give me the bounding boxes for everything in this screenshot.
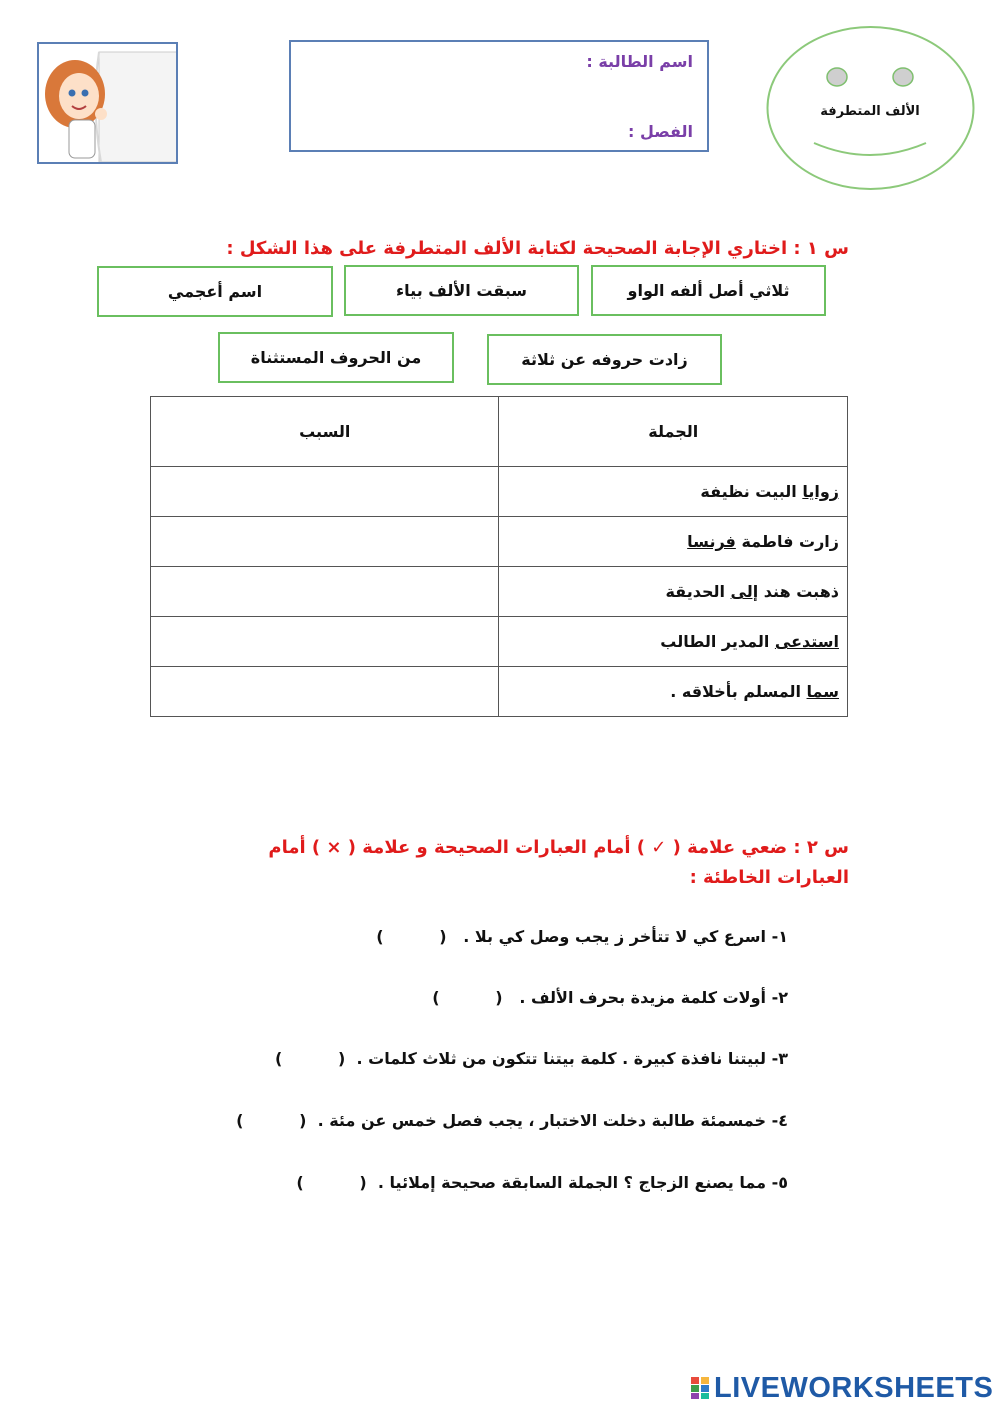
q1-title: س ١ : اختاري الإجابة الصحيحة لكتابة الألف المتطرفة على هذا الشكل :	[226, 238, 849, 259]
statement-text: ٣- لبيتنا نافذة كبيرة . كلمة بيتنا تتكون من ثلاث كلمات .	[356, 1049, 788, 1068]
sentence-cell: زارت فاطمة فرنسا	[499, 517, 848, 567]
table-row	[151, 467, 848, 517]
answer-parentheses[interactable]: ( )	[296, 1173, 367, 1192]
statement-text: ٢- أولات كلمة مزيدة بحرف الألف .	[519, 988, 788, 1007]
lws-logo-icon	[690, 1376, 710, 1400]
answer-parentheses[interactable]: ( )	[236, 1111, 307, 1130]
q1-table	[150, 396, 848, 717]
sentence-cell: ذهبت هند إلى الحديقة	[499, 567, 848, 617]
option-box[interactable]: زادت حروفه عن ثلاثة	[487, 334, 722, 385]
option-box[interactable]: من الحروف المستثناة	[218, 332, 454, 383]
statement-text: ١- اسرع كي لا تتأخر ز يجب وصل كي بلا .	[463, 927, 788, 946]
liveworksheets-logo	[690, 1373, 993, 1403]
underlined-word: استدعى	[774, 632, 839, 651]
col-sentence-header: الجملة	[499, 397, 848, 467]
sentence-cell: سما المسلم بأخلاقه .	[499, 667, 848, 717]
statement	[168, 1049, 788, 1068]
q2-title-line1: س ٢ : ضعي علامة ( ✓ ) أمام العبارات الصحيحة و علامة ( × ) أمام	[268, 837, 849, 858]
statement-text: ٥- مما يصنع الزجاج ؟ الجملة السابقة صحيحة إملائيا .	[377, 1173, 788, 1192]
table-row	[151, 617, 848, 667]
girl-cartoon-icon	[39, 44, 178, 164]
face-title: الألف المتطرفة	[820, 104, 920, 119]
statement	[168, 1173, 788, 1192]
sentence-cell: استدعى المدير الطالب	[499, 617, 848, 667]
option-box[interactable]: اسم أعجمي	[97, 266, 333, 317]
answer-parentheses[interactable]: ( )	[275, 1049, 346, 1068]
table-row	[151, 517, 848, 567]
reason-drop-cell[interactable]	[151, 667, 499, 717]
underlined-word: إلى	[730, 582, 759, 601]
girl-illustration	[37, 42, 178, 164]
q2-title	[209, 833, 849, 893]
statement-text: ٤- خمسمئة طالبة دخلت الاختبار ، يجب فصل خمس عن مئة .	[317, 1111, 788, 1130]
statement	[168, 1111, 788, 1130]
underlined-word: زوايا	[802, 482, 839, 501]
col-reason-header: السبب	[151, 397, 499, 467]
underlined-word: سما	[806, 682, 839, 701]
brand-text: LIVEWORKSHEETS	[714, 1371, 994, 1404]
sentence-cell: زوايا البيت نظيفة	[499, 467, 848, 517]
option-box[interactable]: ثلاثي أصل ألفه الواو	[591, 265, 826, 316]
underlined-word: فرنسا	[687, 532, 736, 551]
q2-title-line2: العبارات الخاطئة :	[689, 867, 849, 888]
reason-drop-cell[interactable]	[151, 467, 499, 517]
reason-drop-cell[interactable]	[151, 567, 499, 617]
table-row	[151, 667, 848, 717]
statement	[168, 927, 788, 946]
option-box[interactable]: سبقت الألف بياء	[344, 265, 579, 316]
reason-drop-cell[interactable]	[151, 517, 499, 567]
answer-parentheses[interactable]: ( )	[376, 927, 447, 946]
table-header-row	[151, 397, 848, 467]
reason-drop-cell[interactable]	[151, 617, 499, 667]
student-info-box	[289, 40, 709, 152]
table-row	[151, 567, 848, 617]
class-label: الفصل :	[627, 122, 693, 141]
statement	[168, 988, 788, 1007]
student-name-label: اسم الطالبة :	[586, 52, 693, 71]
answer-parentheses[interactable]: ( )	[432, 988, 503, 1007]
